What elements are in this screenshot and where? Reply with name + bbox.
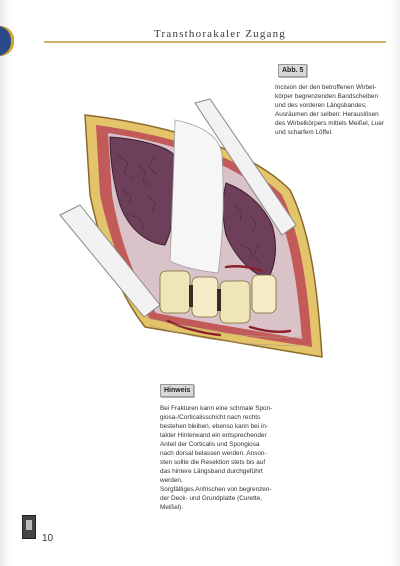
note-line: bestehen bleiben, ebenso kann bei in- bbox=[160, 423, 269, 430]
caption-line: und scharfem Löffel. bbox=[275, 129, 333, 136]
note-line: Sorgfältiges Anfrischen von begrenzen- bbox=[160, 486, 272, 493]
caption-line: Ausräumen der selben: Herauslösen bbox=[275, 111, 379, 118]
caption-line: des Wirbelkörpers mittels Meißel, Luer bbox=[275, 120, 385, 127]
running-title: Transthorakaler Zugang bbox=[154, 28, 286, 40]
caption-line: körper begrenzenden Bandscheiben bbox=[275, 93, 379, 100]
header-rule bbox=[44, 41, 386, 43]
note-line: sten sollte die Resektion stets bis auf bbox=[160, 459, 266, 466]
note-line: Bei Frakturen kann eine schmale Spon- bbox=[160, 405, 273, 412]
note-line: Meißel). bbox=[160, 504, 184, 511]
page-number: 10 bbox=[42, 533, 54, 544]
surgical-illustration bbox=[50, 95, 340, 385]
note-line: takter Hinterwand ein entsprechender bbox=[160, 432, 267, 439]
note-text bbox=[160, 404, 290, 512]
note-line: Anteil der Corticalis und Spongiosa bbox=[160, 441, 260, 448]
thumbnail-icon bbox=[22, 515, 36, 539]
caption-line: und des vorderen Längsbandes; bbox=[275, 102, 367, 109]
figure-label: Abb. 5 bbox=[278, 64, 307, 77]
note-line: giosa-/Corticalisschicht nach rechts bbox=[160, 414, 261, 421]
note-line: werden. bbox=[160, 477, 183, 484]
caption-line: Incision der den betroffenen Wirbel- bbox=[275, 84, 377, 91]
note-line: das hintere Längsband durchgeführt bbox=[160, 468, 263, 475]
note-line: nach dorsal belassen werden. Anson- bbox=[160, 450, 267, 457]
note-line: der Deck- und Grundplatte (Curette, bbox=[160, 495, 262, 502]
note-label: Hinweis bbox=[160, 384, 194, 397]
